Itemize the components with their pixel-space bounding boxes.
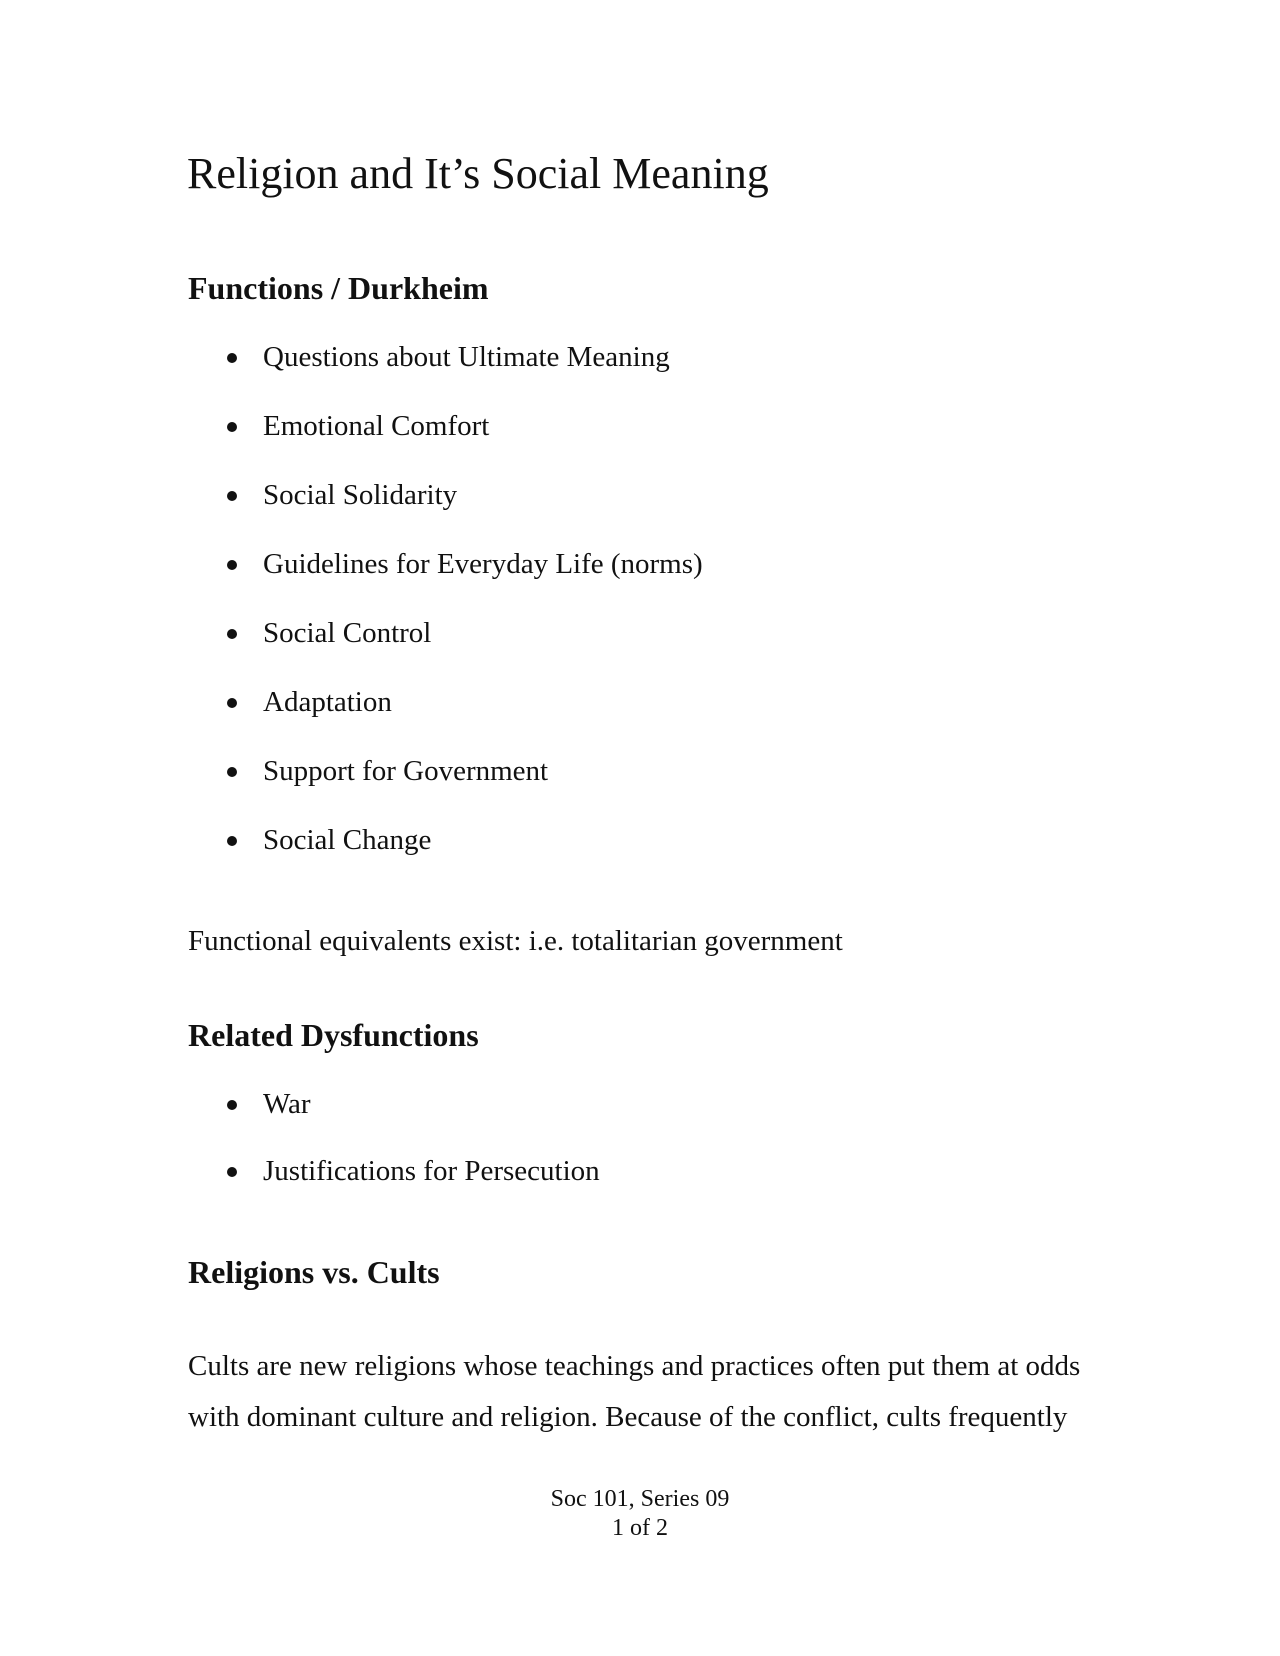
- bullet-icon: [227, 629, 237, 639]
- list-item-text: Questions about Ultimate Meaning: [263, 341, 670, 373]
- section-heading-functions: Functions / Durkheim: [188, 270, 489, 306]
- cults-paragraph-line-2: with dominant culture and religion. Because of the conflict, cults frequently: [188, 1401, 1068, 1433]
- list-item-text: Justifications for Persecution: [263, 1155, 600, 1187]
- list-item-text: Adaptation: [263, 686, 392, 718]
- list-item-text: Social Solidarity: [263, 479, 458, 511]
- bullet-icon: [227, 1167, 237, 1177]
- bullet-icon: [227, 767, 237, 777]
- bullet-icon: [227, 560, 237, 570]
- list-item-text: Support for Government: [263, 755, 549, 787]
- list-item-text: Social Control: [263, 617, 432, 649]
- bullet-icon: [227, 422, 237, 432]
- footer-page-number: 1 of 2: [612, 1515, 668, 1541]
- section-heading-dysfunctions: Related Dysfunctions: [188, 1017, 479, 1053]
- section-heading-cults: Religions vs. Cults: [188, 1254, 440, 1290]
- bullet-icon: [227, 698, 237, 708]
- list-item-text: Social Change: [263, 824, 432, 856]
- bullet-icon: [227, 353, 237, 363]
- list-item-text: Guidelines for Everyday Life (norms): [263, 548, 703, 580]
- cults-paragraph-line-1: Cults are new religions whose teachings and practices often put them at odds: [188, 1350, 1081, 1382]
- functional-equivalents-note: Functional equivalents exist: i.e. totalitarian government: [188, 925, 843, 957]
- list-item-text: War: [263, 1088, 311, 1120]
- bullet-icon: [227, 491, 237, 501]
- bullet-icon: [227, 836, 237, 846]
- bullet-icon: [227, 1100, 237, 1110]
- list-item-text: Emotional Comfort: [263, 410, 490, 442]
- page-title: Religion and It’s Social Meaning: [187, 149, 769, 198]
- footer-course: Soc 101, Series 09: [550, 1486, 730, 1512]
